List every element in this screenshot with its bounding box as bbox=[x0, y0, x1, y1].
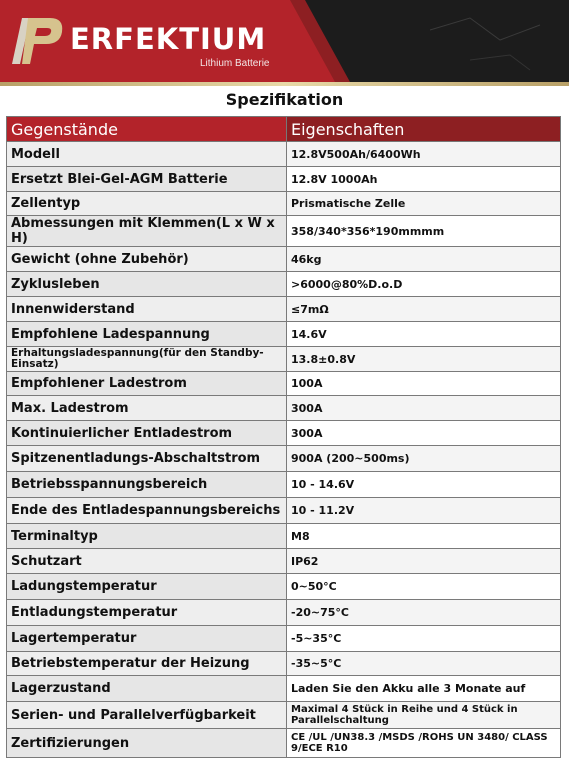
spec-table bbox=[6, 116, 561, 758]
spec-label: Zellentyp bbox=[7, 192, 287, 216]
spec-label: Schutzart bbox=[7, 549, 287, 574]
spec-label: Spitzenentladungs-Abschaltstrom bbox=[7, 446, 287, 472]
gold-divider bbox=[0, 82, 569, 86]
spec-table-body bbox=[7, 142, 561, 758]
spec-value: >6000@80%D.o.D bbox=[287, 272, 561, 297]
spec-value: M8 bbox=[287, 524, 561, 549]
table-row bbox=[7, 472, 561, 498]
spec-label: Serien- und Parallelverfügbarkeit bbox=[7, 702, 287, 729]
spec-value: 10 - 11.2V bbox=[287, 498, 561, 524]
spec-label: Zyklusleben bbox=[7, 272, 287, 297]
table-row bbox=[7, 446, 561, 472]
spec-label: Abmessungen mit Klemmen(L x W x H) bbox=[7, 216, 287, 247]
spec-label: Lagerzustand bbox=[7, 676, 287, 702]
spec-value: 12.8V 1000Ah bbox=[287, 167, 561, 192]
table-row bbox=[7, 626, 561, 652]
table-row bbox=[7, 297, 561, 322]
header-banner bbox=[0, 0, 569, 82]
table-row bbox=[7, 167, 561, 192]
spec-value: -5~35°C bbox=[287, 626, 561, 652]
table-row bbox=[7, 421, 561, 446]
spec-value: 300A bbox=[287, 396, 561, 421]
table-row bbox=[7, 247, 561, 272]
spec-value: 300A bbox=[287, 421, 561, 446]
table-row bbox=[7, 574, 561, 600]
table-row bbox=[7, 372, 561, 396]
brand-name: ERFEKTIUM bbox=[70, 22, 267, 56]
spec-label: Lagertemperatur bbox=[7, 626, 287, 652]
table-row bbox=[7, 702, 561, 729]
spec-value: ≤7mΩ bbox=[287, 297, 561, 322]
spec-label: Gewicht (ohne Zubehör) bbox=[7, 247, 287, 272]
spec-label: Zertifizierungen bbox=[7, 729, 287, 758]
header-properties: Eigenschaften bbox=[287, 117, 561, 142]
spec-label: Entladungstemperatur bbox=[7, 600, 287, 626]
table-row bbox=[7, 652, 561, 676]
spec-value: 13.8±0.8V bbox=[287, 347, 561, 372]
spec-label: Betriebstemperatur der Heizung bbox=[7, 652, 287, 676]
spec-value: 46kg bbox=[287, 247, 561, 272]
table-row bbox=[7, 322, 561, 347]
spec-label: Empfohlene Ladespannung bbox=[7, 322, 287, 347]
spec-label: Kontinuierlicher Entladestrom bbox=[7, 421, 287, 446]
spec-label: Ladungstemperatur bbox=[7, 574, 287, 600]
table-row bbox=[7, 498, 561, 524]
table-row bbox=[7, 216, 561, 247]
spec-label: Modell bbox=[7, 142, 287, 167]
spec-label: Empfohlener Ladestrom bbox=[7, 372, 287, 396]
table-row bbox=[7, 729, 561, 758]
spec-value: -35~5°C bbox=[287, 652, 561, 676]
spec-value: 14.6V bbox=[287, 322, 561, 347]
table-row bbox=[7, 396, 561, 421]
spec-value: 100A bbox=[287, 372, 561, 396]
table-header-row bbox=[7, 117, 561, 142]
table-row bbox=[7, 600, 561, 626]
spec-value: Maximal 4 Stück in Reihe und 4 Stück in Parallelschaltung bbox=[287, 702, 561, 729]
table-row bbox=[7, 676, 561, 702]
table-row bbox=[7, 142, 561, 167]
spec-label: Betriebsspannungsbereich bbox=[7, 472, 287, 498]
table-row bbox=[7, 192, 561, 216]
spec-value: IP62 bbox=[287, 549, 561, 574]
spec-value: Laden Sie den Akku alle 3 Monate auf bbox=[287, 676, 561, 702]
spec-value: 10 - 14.6V bbox=[287, 472, 561, 498]
spec-label: Max. Ladestrom bbox=[7, 396, 287, 421]
header-items: Gegenstände bbox=[7, 117, 287, 142]
spec-value: -20~75°C bbox=[287, 600, 561, 626]
page-title: Spezifikation bbox=[225, 90, 344, 109]
spec-value: 12.8V500Ah/6400Wh bbox=[287, 142, 561, 167]
table-row bbox=[7, 272, 561, 297]
brand-subtitle: Lithium Batterie bbox=[200, 58, 270, 69]
table-row bbox=[7, 524, 561, 549]
spec-label: Erhaltungsladespannung(für den Standby-Einsatz) bbox=[7, 347, 287, 372]
spec-value: CE /UL /UN38.3 /MSDS /ROHS UN 3480/ CLASS 9/ECE R10 bbox=[287, 729, 561, 758]
spec-label: Ende des Entladespannungsbereichs bbox=[7, 498, 287, 524]
table-row bbox=[7, 347, 561, 372]
perfektium-logo-icon bbox=[8, 14, 66, 66]
spec-label: Terminaltyp bbox=[7, 524, 287, 549]
spec-value: 358/340*356*190mmmm bbox=[287, 216, 561, 247]
spec-value: Prismatische Zelle bbox=[287, 192, 561, 216]
spec-label: Innenwiderstand bbox=[7, 297, 287, 322]
table-row bbox=[7, 549, 561, 574]
spec-value: 900A (200~500ms) bbox=[287, 446, 561, 472]
spec-value: 0~50°C bbox=[287, 574, 561, 600]
spec-label: Ersetzt Blei-Gel-AGM Batterie bbox=[7, 167, 287, 192]
